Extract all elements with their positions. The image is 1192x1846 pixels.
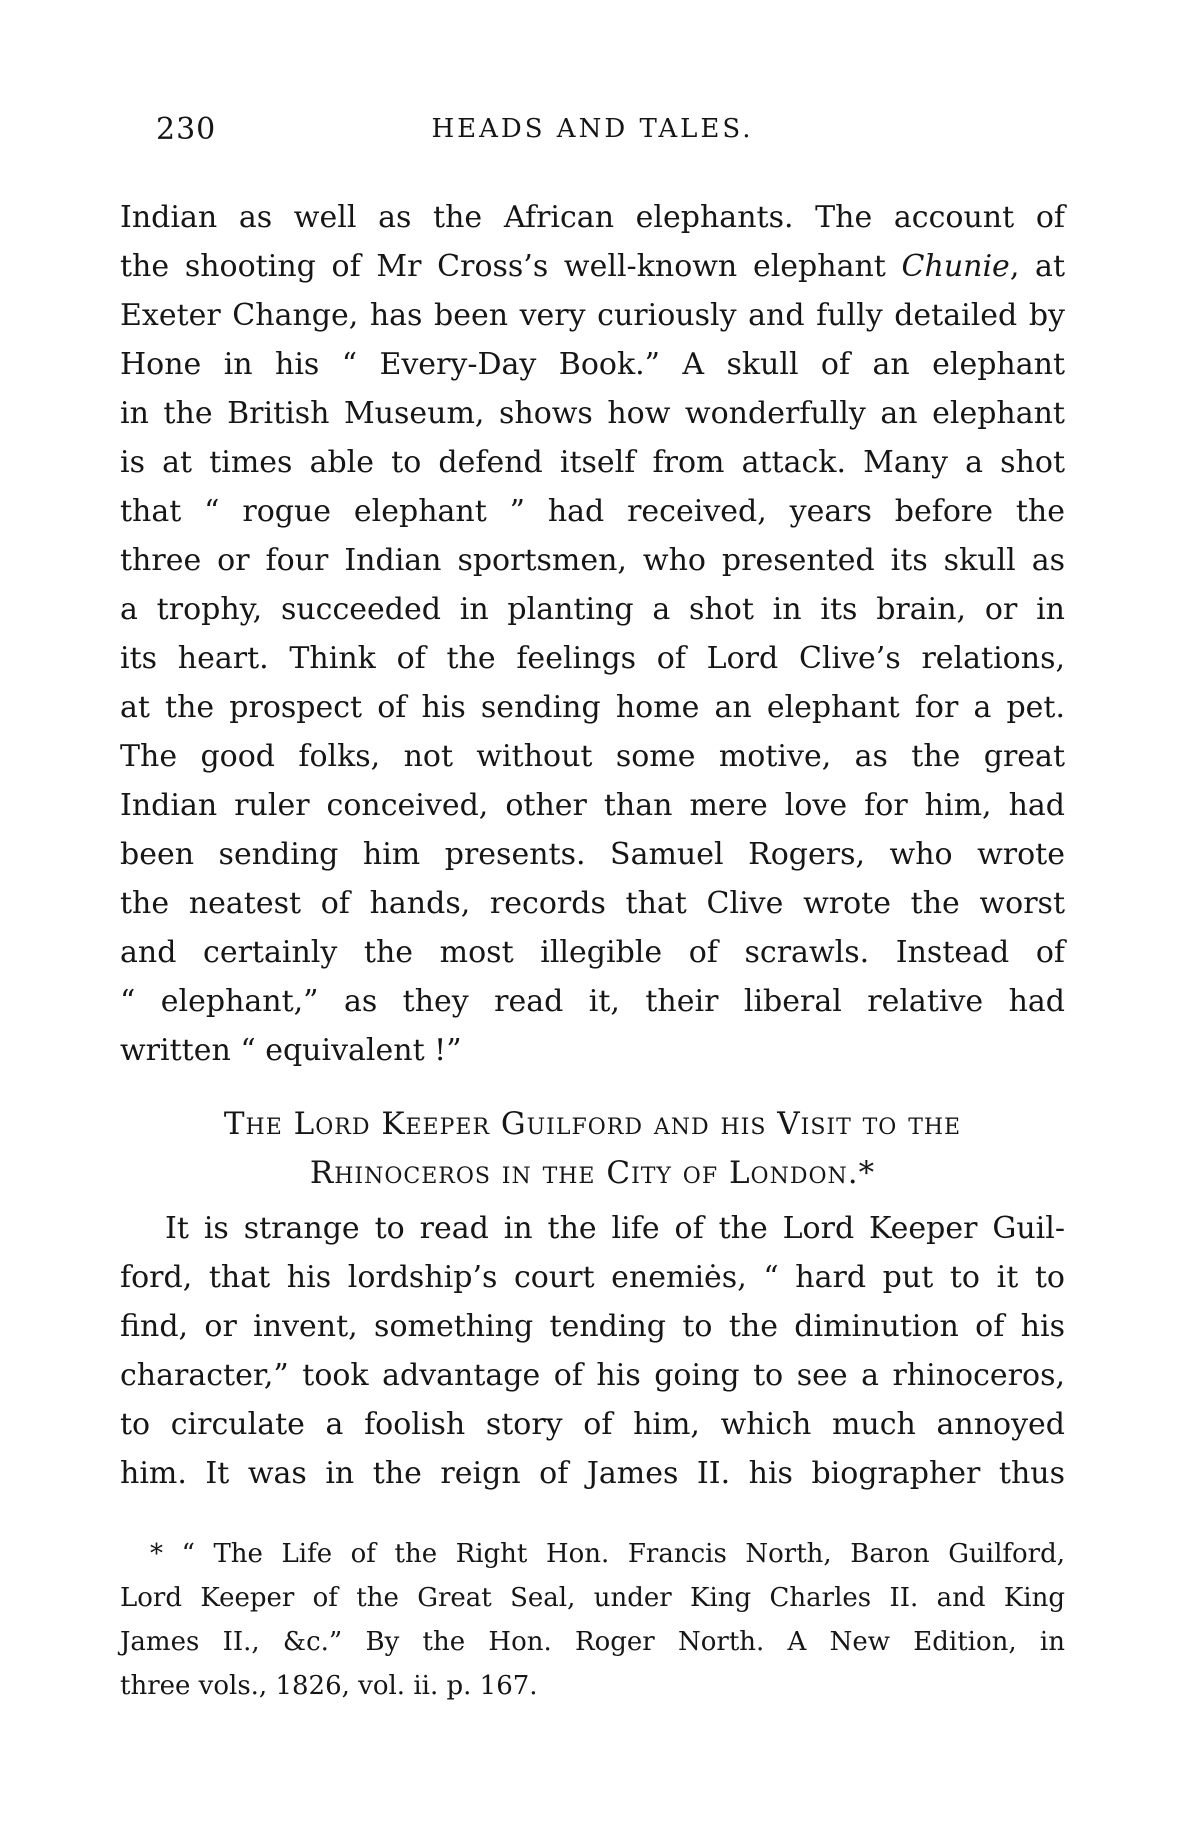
footnote [120, 1532, 1065, 1708]
text-line: three or four Indian sportsmen, who presented its skull as [120, 543, 1065, 578]
section-heading-line-2: Rhinoceros in the City of London.* [309, 1155, 876, 1191]
section-heading-line-1: The Lord Keeper Guilford and his Visit to the [223, 1106, 962, 1142]
text-line: Hone in his “ Every-Day Book.” A skull of an elephant [120, 347, 1065, 382]
text-line: It is strange to read in the life of the Lord Keeper Guil- [165, 1211, 1065, 1246]
text-line: at the prospect of his sending home an elephant for a pet. [120, 690, 1065, 725]
text-line: been sending him presents. Samuel Rogers, who wrote [120, 837, 1065, 872]
text-line: the neatest of hands, records that Clive wrote the worst [120, 886, 1065, 921]
text-line: ford, that his lordship’s court enemiės, “ hard put to it to [120, 1260, 1065, 1295]
text-line: a trophy, succeeded in planting a shot in its brain, or in [120, 592, 1065, 627]
text-line: Indian ruler conceived, other than mere love for him, had [120, 788, 1065, 823]
text-line: find, or invent, something tending to the diminution of his [120, 1309, 1065, 1344]
text-line: character,” took advantage of his going to see a rhinoceros, [120, 1358, 1065, 1393]
text-line: the shooting of Mr Cross’s well-known elephant Chunie, at [120, 249, 1066, 284]
page-number: 230 [156, 112, 217, 147]
page-header [120, 110, 1065, 152]
text-line: is at times able to defend itself from attack. Many a shot [120, 445, 1065, 480]
paragraph-guilford [120, 1204, 1065, 1498]
text-line: to circulate a foolish story of him, which much annoyed [120, 1407, 1065, 1442]
text-line: Lord Keeper of the Great Seal, under King Charles II. and King [120, 1583, 1065, 1613]
text-line: The good folks, not without some motive, as the great [120, 739, 1065, 774]
text-line: Indian as well as the African elephants. The account of [120, 200, 1065, 235]
text-line: James II., &c.” By the Hon. Roger North. A New Edition, in [120, 1627, 1065, 1657]
text-line: Exeter Change, has been very curiously and fully detailed by [120, 298, 1065, 333]
text-line: in the British Museum, shows how wonderfully an elephant [120, 396, 1065, 431]
text-line: three vols., 1826, vol. ii. p. 167. [120, 1671, 538, 1701]
section-heading [120, 1100, 1065, 1198]
running-title: HEADS AND TALES. [431, 114, 754, 144]
text-line: him. It was in the reign of James II. his biographer thus [120, 1456, 1065, 1491]
text-line: “ elephant,” as they read it, their liberal relative had [120, 984, 1065, 1019]
paragraph-elephants [120, 193, 1065, 1075]
text-line: that “ rogue elephant ” had received, years before the [120, 494, 1065, 529]
text-line: written “ equivalent !” [120, 1033, 462, 1068]
text-line: and certainly the most illegible of scrawls. Instead of [120, 935, 1065, 970]
text-line: its heart. Think of the feelings of Lord Clive’s relations, [120, 641, 1065, 676]
text-line: * “ The Life of the Right Hon. Francis North, Baron Guilford, [150, 1539, 1065, 1569]
